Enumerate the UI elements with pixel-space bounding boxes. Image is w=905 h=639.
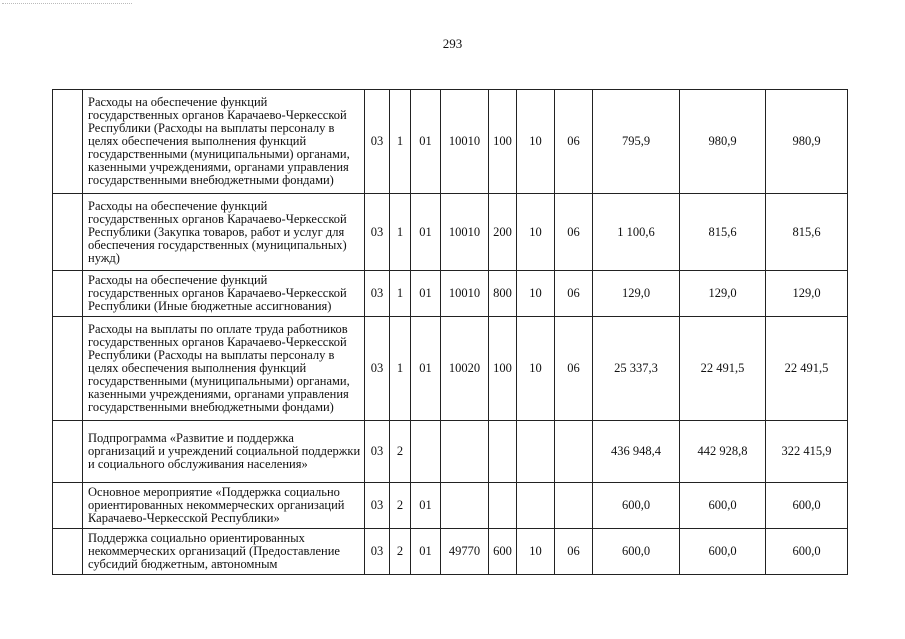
code-section-cell: 03 [365,421,390,483]
row-number-cell [53,271,83,317]
budget-table [52,89,848,575]
row-number-cell [53,483,83,529]
code-event-cell: 01 [411,483,441,529]
amount-year-2-cell: 600,0 [680,529,766,575]
row-number-cell [53,529,83,575]
amount-year-3-cell: 600,0 [766,529,848,575]
row-number-cell [53,90,83,194]
row-name-cell: Подпрограмма «Развитие и поддержка организаций и учреждений социальной поддержки и социального обслуживания населения» [83,421,365,483]
code-expense-type-cell: 800 [489,271,517,317]
table-row [53,90,848,194]
page-number: 293 [442,36,463,51]
table-row [53,529,848,575]
amount-year-1-cell: 795,9 [593,90,680,194]
code-direction-cell [441,483,489,529]
amount-year-2-cell: 22 491,5 [680,317,766,421]
code-event-cell: 01 [411,529,441,575]
code-expense-type-cell [489,483,517,529]
code-subsection-cell [555,483,593,529]
amount-year-1-cell: 1 100,6 [593,194,680,271]
code-chapter-cell: 10 [517,529,555,575]
amount-year-1-cell: 129,0 [593,271,680,317]
code-expense-type-cell: 100 [489,90,517,194]
code-chapter-cell: 10 [517,317,555,421]
code-event-cell: 01 [411,271,441,317]
code-section-cell: 03 [365,90,390,194]
code-subprogram-cell: 1 [390,194,411,271]
code-section-cell: 03 [365,271,390,317]
code-subprogram-cell: 2 [390,421,411,483]
code-expense-type-cell: 100 [489,317,517,421]
table-row [53,421,848,483]
code-chapter-cell [517,483,555,529]
code-direction-cell: 10010 [441,90,489,194]
amount-year-3-cell: 980,9 [766,90,848,194]
amount-year-1-cell: 25 337,3 [593,317,680,421]
code-subprogram-cell: 2 [390,483,411,529]
amount-year-3-cell: 22 491,5 [766,317,848,421]
code-direction-cell: 10020 [441,317,489,421]
amount-year-2-cell: 600,0 [680,483,766,529]
code-expense-type-cell: 600 [489,529,517,575]
code-chapter-cell: 10 [517,194,555,271]
amount-year-2-cell: 129,0 [680,271,766,317]
amount-year-3-cell: 815,6 [766,194,848,271]
code-expense-type-cell: 200 [489,194,517,271]
code-subprogram-cell: 1 [390,90,411,194]
code-event-cell: 01 [411,90,441,194]
code-section-cell: 03 [365,529,390,575]
amount-year-2-cell: 815,6 [680,194,766,271]
amount-year-3-cell: 600,0 [766,483,848,529]
code-subsection-cell: 06 [555,529,593,575]
amount-year-2-cell: 442 928,8 [680,421,766,483]
code-subprogram-cell: 1 [390,317,411,421]
amount-year-1-cell: 600,0 [593,483,680,529]
amount-year-3-cell: 129,0 [766,271,848,317]
row-name-cell: Расходы на обеспечение функций государственных органов Карачаево-Черкесской Республики (Иные бюджетные ассигнования) [83,271,365,317]
code-subprogram-cell: 2 [390,529,411,575]
code-event-cell [411,421,441,483]
table-row [53,271,848,317]
code-event-cell: 01 [411,194,441,271]
code-direction-cell [441,421,489,483]
code-direction-cell: 10010 [441,271,489,317]
code-section-cell: 03 [365,194,390,271]
scan-artifact [2,3,132,6]
row-number-cell [53,194,83,271]
table-row [53,194,848,271]
amount-year-3-cell: 322 415,9 [766,421,848,483]
row-name-cell: Расходы на обеспечение функций государственных органов Карачаево-Черкесской Республики (Расходы на выплаты персоналу в целях обеспечения выполнения функций государственными (муниципальными) органами, казенными учреждениями, органами управления государственными внебюджетными фондами) [83,90,365,194]
code-chapter-cell [517,421,555,483]
amount-year-1-cell: 600,0 [593,529,680,575]
code-subsection-cell: 06 [555,90,593,194]
amount-year-1-cell: 436 948,4 [593,421,680,483]
row-name-cell: Основное мероприятие «Поддержка социально ориентированных некоммерческих организаций Карачаево-Черкесской Республики» [83,483,365,529]
table-row [53,483,848,529]
code-subprogram-cell: 1 [390,271,411,317]
amount-year-2-cell: 980,9 [680,90,766,194]
row-name-cell: Поддержка социально ориентированных некоммерческих организаций (Предоставление субсидий бюджетным, автономным [83,529,365,575]
code-subsection-cell [555,421,593,483]
row-name-cell: Расходы на обеспечение функций государственных органов Карачаево-Черкесской Республики (Закупка товаров, работ и услуг для обеспечения государственных (муниципальных) нужд) [83,194,365,271]
code-subsection-cell: 06 [555,317,593,421]
code-chapter-cell: 10 [517,90,555,194]
code-chapter-cell: 10 [517,271,555,317]
code-direction-cell: 49770 [441,529,489,575]
table-row [53,317,848,421]
code-expense-type-cell [489,421,517,483]
row-number-cell [53,421,83,483]
code-subsection-cell: 06 [555,194,593,271]
code-section-cell: 03 [365,317,390,421]
code-subsection-cell: 06 [555,271,593,317]
row-name-cell: Расходы на выплаты по оплате труда работников государственных органов Карачаево-Черкесской Республики (Расходы на выплаты персоналу в целях обеспечения выполнения функций государственными (муниципальными) органами, казенными учреждениями, органами управления государственными внебюджетными фондами) [83,317,365,421]
code-event-cell: 01 [411,317,441,421]
code-section-cell: 03 [365,483,390,529]
row-number-cell [53,317,83,421]
code-direction-cell: 10010 [441,194,489,271]
